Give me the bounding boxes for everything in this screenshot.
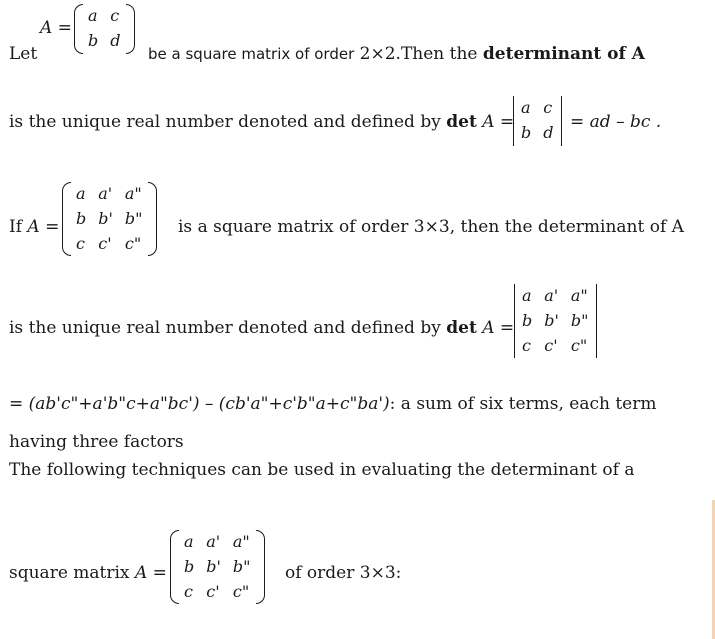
cell: b" [124,208,143,228]
cell: a [88,6,98,25]
cell: b" [570,310,589,330]
line3-text: is a square matrix of order 3×3, then the determinant of A [178,217,684,237]
cell: c" [124,233,142,253]
cell: c' [206,581,220,601]
var-A-eq: A = [40,18,72,38]
line1-text: be a square matrix of order 2×2.Then the determinant of A [148,44,645,64]
cell: a [76,184,86,203]
formula-line: = (ab'c"+a'b"c+a"bc') – (cb'a"+c'b"a+c"ba'): a sum of six terms, each term [9,394,657,414]
techniques-text: The following techniques can be used in evaluating the determinant of a [9,460,635,480]
cell: b [88,30,99,50]
cell: b' [544,310,559,330]
cell: b" [232,556,251,576]
cell: a' [544,286,559,305]
cell: d [543,122,554,142]
cell: a [522,286,532,305]
text-let: Let [9,44,38,64]
cell: c' [98,233,112,253]
cell: c [184,581,193,601]
cell: c' [544,335,558,355]
cell: d [110,30,121,50]
cell: b [184,556,195,576]
cell: c" [570,335,588,355]
cell: b' [206,556,221,576]
cell: c" [232,581,250,601]
cell: c [522,335,531,355]
cell: a" [232,532,250,551]
matrix-3x3-1 [62,182,157,256]
cell: a" [570,286,588,305]
cell: a [184,532,194,551]
matrix-3x3-2 [170,530,265,604]
det-3x3 [514,284,597,358]
line8-text: square matrix A = [9,563,167,583]
line2-text: is the unique real number denoted and defined by det A = [9,112,515,132]
cell: b' [98,208,113,228]
cell: a" [124,184,142,203]
formula: = (ab'c"+a'b"c+a"bc') – (cb'a"+c'b"a+c"ba') [9,394,390,414]
cell: a' [98,184,113,203]
cell: b [522,310,533,330]
having-three: having three factors [9,432,184,452]
cell: a' [206,532,221,551]
line3-if: If A = [9,217,60,237]
det-2x2 [513,96,562,146]
matrix-2x2 [74,4,135,54]
cell: c [543,98,553,117]
cell: b [76,208,87,228]
ad-bc: = ad – bc . [570,112,662,132]
line8-order: of order 3×3: [285,563,402,583]
cell: c [76,233,85,253]
cell: a [521,98,531,117]
cell: b [521,122,532,142]
cell: c [110,6,120,25]
line4-text: is the unique real number denoted and defined by det A = [9,318,515,338]
